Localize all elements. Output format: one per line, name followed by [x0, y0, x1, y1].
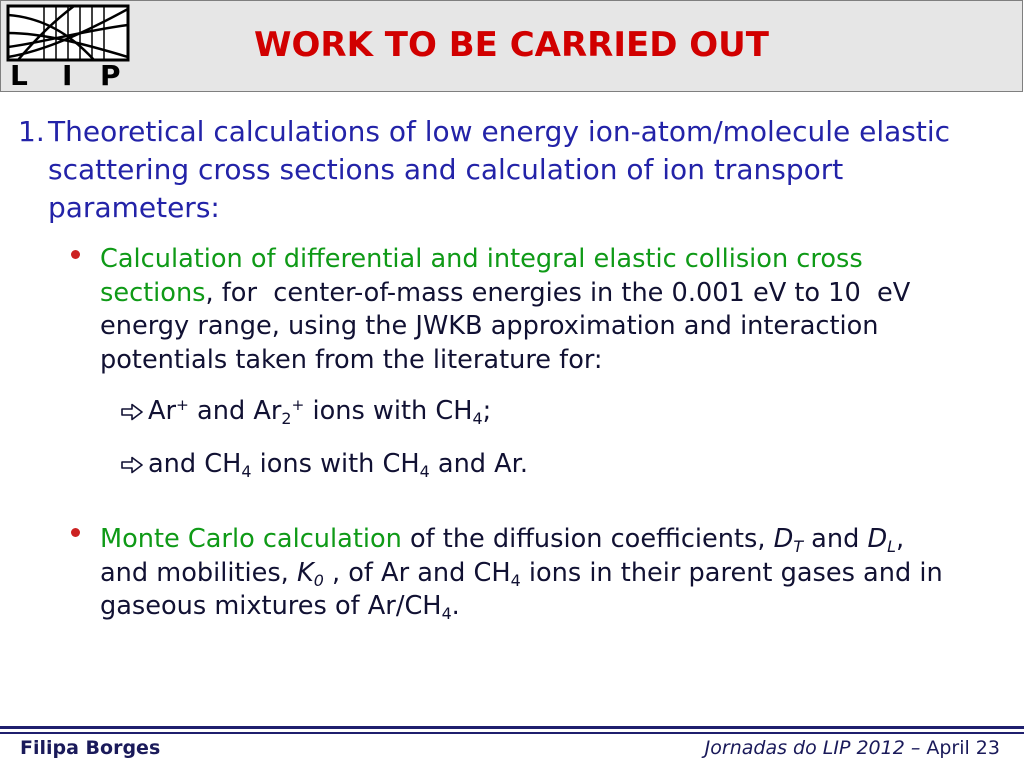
- subscript: 0: [313, 570, 324, 590]
- list-number: 1.: [18, 115, 45, 148]
- body-text: and Ar.: [429, 449, 528, 479]
- body-text: gaseous mixtures of Ar/CH: [100, 591, 442, 621]
- subscript: 4: [419, 462, 430, 482]
- footer-event: Jornadas do LIP 2012 –: [704, 737, 921, 759]
- footer-event-info: [705, 736, 1000, 760]
- slide-header: [0, 0, 1023, 92]
- bullet-text-line: [100, 243, 910, 277]
- body-text: Ar: [148, 396, 177, 426]
- body-text: , of Ar and CH: [323, 557, 511, 588]
- body-text: ions with CH: [304, 396, 473, 426]
- slide-title: WORK TO BE CARRIED OUT: [254, 25, 769, 65]
- subscript: 4: [441, 604, 452, 624]
- subscript: 4: [510, 570, 521, 590]
- footer-rule: [0, 732, 1024, 734]
- body-text: and mobilities,: [100, 557, 297, 588]
- body-text: and Ar: [188, 396, 282, 426]
- sub-item-text: [148, 395, 491, 429]
- bullet-text-line: [100, 590, 943, 624]
- body-text: .: [451, 591, 460, 621]
- symbol-text: D: [773, 524, 794, 554]
- subscript: 4: [472, 409, 483, 429]
- symbol-text: D: [867, 524, 888, 554]
- body-text: ;: [482, 396, 492, 426]
- bullet-icon: [71, 528, 80, 537]
- item-text: [48, 113, 950, 227]
- highlight-text: sections: [100, 277, 206, 308]
- logo-letter: L: [10, 59, 28, 89]
- footer-author: Filipa Borges: [20, 737, 161, 759]
- body-text: of the diffusion coefficients,: [401, 524, 774, 554]
- body-text: and CH: [148, 449, 242, 479]
- footer-rule: [0, 726, 1024, 729]
- footer-date: April 23: [926, 737, 1000, 759]
- body-text: ions in their parent gases and in: [520, 557, 943, 588]
- body-text: ions with CH: [251, 449, 420, 479]
- body-text: ,: [896, 524, 905, 554]
- subscript: L: [887, 537, 897, 557]
- item-text-line: parameters:: [48, 191, 220, 224]
- highlight-text: Monte Carlo calculation: [100, 524, 402, 554]
- bullet-text-monte-carlo: [100, 523, 943, 624]
- bullet-text-line: [100, 523, 943, 557]
- bullet-text-cross-sections: [100, 243, 910, 377]
- sub-item-text: [148, 448, 528, 482]
- hollow-arrow-icon: [121, 403, 143, 421]
- arrow-outline: [122, 405, 142, 420]
- superscript: +: [291, 395, 305, 414]
- bullet-text-line: potentials taken from the literature for:: [100, 344, 603, 375]
- bullet-text-line: [100, 277, 910, 311]
- subscript: 2: [281, 409, 292, 429]
- logo-letter: I: [62, 59, 73, 89]
- bullet-text-line: energy range, using the JWKB approximation and interaction: [100, 311, 879, 341]
- hollow-arrow-icon: [121, 456, 143, 474]
- item-text-line: Theoretical calculations of low energy ion-atom/molecule elastic: [48, 115, 951, 148]
- superscript: +: [176, 395, 189, 414]
- body-text: and: [803, 524, 868, 554]
- highlight-text: Calculation of differential and integral elastic collision cross: [100, 244, 863, 274]
- symbol-text: K: [296, 557, 314, 588]
- subscript: 4: [241, 462, 252, 482]
- item-text-line: scattering cross sections and calculation of ion transport: [48, 153, 844, 186]
- bullet-text-line: [100, 557, 943, 591]
- arrow-outline: [122, 458, 142, 473]
- bullet-icon: [71, 250, 80, 259]
- logo-letter: P: [100, 59, 121, 89]
- subscript: T: [793, 537, 804, 557]
- body-text: , for center-of-mass energies in the 0.001 eV to 10 eV: [205, 277, 911, 308]
